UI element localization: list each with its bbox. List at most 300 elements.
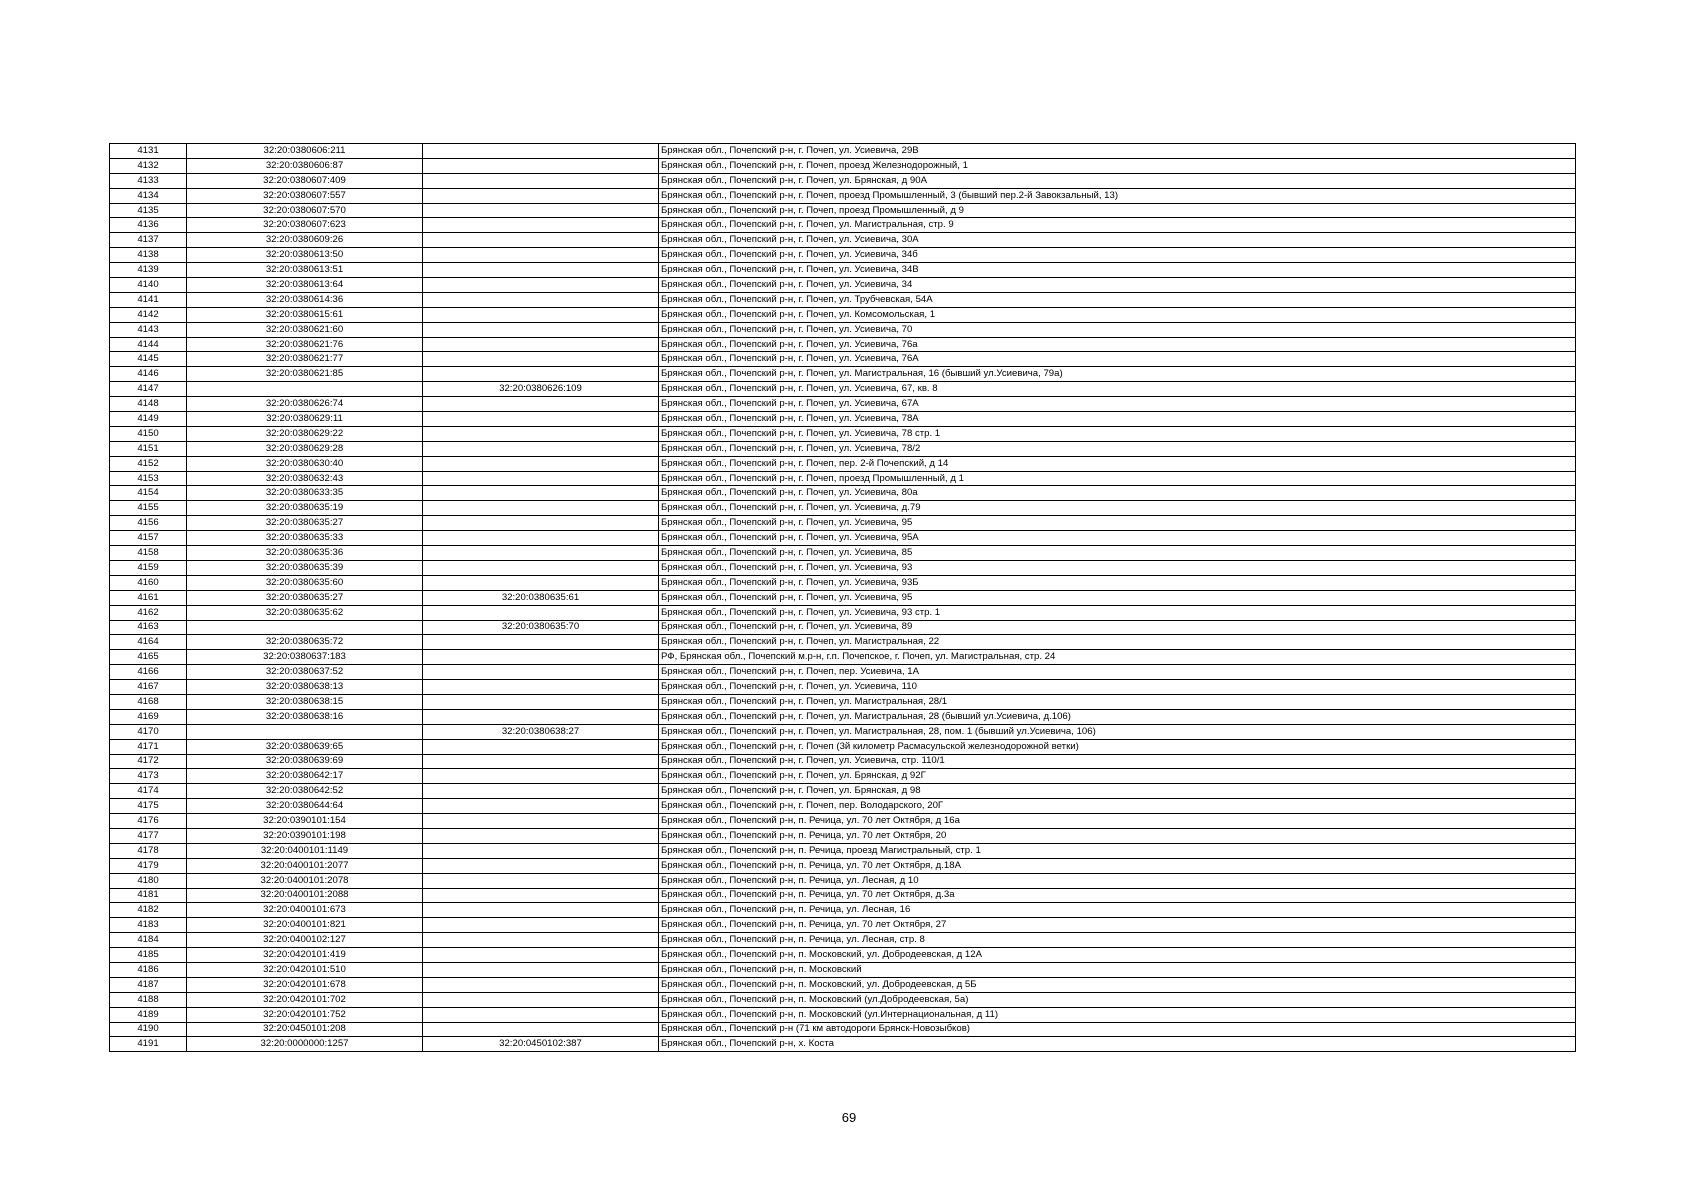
secondary-cadastral-number-cell bbox=[423, 412, 659, 427]
row-number-cell: 4171 bbox=[110, 739, 187, 754]
address-cell: Брянская обл., Почепский р-н, г. Почеп, ул. Усиевича, 110 bbox=[659, 680, 1576, 695]
address-cell: Брянская обл., Почепский р-н, п. Московский, ул. Добродеевская, д 12А bbox=[659, 948, 1576, 963]
table-row bbox=[110, 337, 1576, 352]
address-cell: Брянская обл., Почепский р-н, г. Почеп, ул. Усиевича, 34б bbox=[659, 248, 1576, 263]
secondary-cadastral-number-cell bbox=[423, 486, 659, 501]
address-cell: Брянская обл., Почепский р-н, г. Почеп, ул. Усиевича, 95 bbox=[659, 590, 1576, 605]
table-row bbox=[110, 501, 1576, 516]
table-row bbox=[110, 397, 1576, 412]
row-number-cell: 4133 bbox=[110, 173, 187, 188]
row-number-cell: 4155 bbox=[110, 501, 187, 516]
address-cell: Брянская обл., Почепский р-н, п. Речица, ул. 70 лет Октября, д.3а bbox=[659, 888, 1576, 903]
address-cell: Брянская обл., Почепский р-н, п. Московский (ул.Интернациональная, д 11) bbox=[659, 1007, 1576, 1022]
secondary-cadastral-number-cell bbox=[423, 352, 659, 367]
secondary-cadastral-number-cell bbox=[423, 144, 659, 159]
secondary-cadastral-number-cell bbox=[423, 1022, 659, 1037]
table-row bbox=[110, 650, 1576, 665]
cadastral-number-cell: 32:20:0380621:85 bbox=[187, 367, 423, 382]
table-row bbox=[110, 858, 1576, 873]
address-cell: Брянская обл., Почепский р-н, г. Почеп, ул. Брянская, д 98 bbox=[659, 784, 1576, 799]
cadastral-number-cell bbox=[187, 724, 423, 739]
registry-table-body bbox=[110, 144, 1576, 1052]
table-row bbox=[110, 754, 1576, 769]
secondary-cadastral-number-cell bbox=[423, 471, 659, 486]
cadastral-number-cell: 32:20:0380621:76 bbox=[187, 337, 423, 352]
address-cell: Брянская обл., Почепский р-н, г. Почеп, проезд Промышленный, д 9 bbox=[659, 203, 1576, 218]
table-row bbox=[110, 903, 1576, 918]
secondary-cadastral-number-cell bbox=[423, 828, 659, 843]
cadastral-number-cell: 32:20:0380635:62 bbox=[187, 605, 423, 620]
cadastral-number-cell: 32:20:0380635:39 bbox=[187, 560, 423, 575]
table-row bbox=[110, 531, 1576, 546]
address-cell: Брянская обл., Почепский р-н, г. Почеп, ул. Магистральная, стр. 9 bbox=[659, 218, 1576, 233]
row-number-cell: 4180 bbox=[110, 873, 187, 888]
row-number-cell: 4154 bbox=[110, 486, 187, 501]
cadastral-number-cell: 32:20:0400102:127 bbox=[187, 933, 423, 948]
row-number-cell: 4184 bbox=[110, 933, 187, 948]
cadastral-number-cell: 32:20:0380609:26 bbox=[187, 233, 423, 248]
table-row bbox=[110, 739, 1576, 754]
secondary-cadastral-number-cell bbox=[423, 665, 659, 680]
secondary-cadastral-number-cell bbox=[423, 680, 659, 695]
row-number-cell: 4167 bbox=[110, 680, 187, 695]
row-number-cell: 4152 bbox=[110, 456, 187, 471]
cadastral-number-cell: 32:20:0380642:52 bbox=[187, 784, 423, 799]
row-number-cell: 4156 bbox=[110, 516, 187, 531]
cadastral-number-cell: 32:20:0380607:570 bbox=[187, 203, 423, 218]
row-number-cell: 4164 bbox=[110, 635, 187, 650]
cadastral-number-cell: 32:20:0380635:72 bbox=[187, 635, 423, 650]
table-row bbox=[110, 962, 1576, 977]
secondary-cadastral-number-cell bbox=[423, 501, 659, 516]
row-number-cell: 4140 bbox=[110, 278, 187, 293]
cadastral-number-cell: 32:20:0380637:183 bbox=[187, 650, 423, 665]
secondary-cadastral-number-cell bbox=[423, 739, 659, 754]
row-number-cell: 4181 bbox=[110, 888, 187, 903]
address-cell: Брянская обл., Почепский р-н, п. Московский, ул. Добродеевская, д 5Б bbox=[659, 977, 1576, 992]
cadastral-number-cell: 32:20:0380639:69 bbox=[187, 754, 423, 769]
secondary-cadastral-number-cell bbox=[423, 918, 659, 933]
secondary-cadastral-number-cell bbox=[423, 709, 659, 724]
address-cell: Брянская обл., Почепский р-н (71 км автодороги Брянск-Новозыбков) bbox=[659, 1022, 1576, 1037]
address-cell: Брянская обл., Почепский р-н, г. Почеп, ул. Усиевича, 95А bbox=[659, 531, 1576, 546]
table-row bbox=[110, 516, 1576, 531]
row-number-cell: 4174 bbox=[110, 784, 187, 799]
row-number-cell: 4175 bbox=[110, 799, 187, 814]
secondary-cadastral-number-cell bbox=[423, 799, 659, 814]
cadastral-number-cell: 32:20:0380626:74 bbox=[187, 397, 423, 412]
address-cell: Брянская обл., Почепский р-н, г. Почеп, ул. Усиевича, 70 bbox=[659, 322, 1576, 337]
row-number-cell: 4138 bbox=[110, 248, 187, 263]
secondary-cadastral-number-cell bbox=[423, 307, 659, 322]
row-number-cell: 4147 bbox=[110, 382, 187, 397]
table-row bbox=[110, 590, 1576, 605]
address-cell: Брянская обл., Почепский р-н, г. Почеп, ул. Усиевича, стр. 110/1 bbox=[659, 754, 1576, 769]
table-row bbox=[110, 724, 1576, 739]
table-row bbox=[110, 307, 1576, 322]
secondary-cadastral-number-cell bbox=[423, 858, 659, 873]
address-cell: Брянская обл., Почепский р-н, г. Почеп (3й километр Расмасульской железнодорожной ветки) bbox=[659, 739, 1576, 754]
row-number-cell: 4186 bbox=[110, 962, 187, 977]
row-number-cell: 4135 bbox=[110, 203, 187, 218]
page-number: 69 bbox=[841, 1110, 857, 1125]
secondary-cadastral-number-cell bbox=[423, 426, 659, 441]
secondary-cadastral-number-cell bbox=[423, 248, 659, 263]
table-row bbox=[110, 1022, 1576, 1037]
address-cell: Брянская обл., Почепский р-н, п. Речица, ул. Лесная, 16 bbox=[659, 903, 1576, 918]
secondary-cadastral-number-cell bbox=[423, 441, 659, 456]
table-row bbox=[110, 367, 1576, 382]
cadastral-number-cell: 32:20:0380621:77 bbox=[187, 352, 423, 367]
secondary-cadastral-number-cell bbox=[423, 903, 659, 918]
address-cell: Брянская обл., Почепский р-н, г. Почеп, ул. Усиевича, 93 bbox=[659, 560, 1576, 575]
address-cell: Брянская обл., Почепский р-н, г. Почеп, ул. Магистральная, 28, пом. 1 (бывший ул.Усиевича, 106) bbox=[659, 724, 1576, 739]
cadastral-number-cell: 32:20:0380635:33 bbox=[187, 531, 423, 546]
cadastral-number-cell: 32:20:0400101:1149 bbox=[187, 843, 423, 858]
secondary-cadastral-number-cell bbox=[423, 278, 659, 293]
cadastral-number-cell: 32:20:0380629:28 bbox=[187, 441, 423, 456]
cadastral-number-cell: 32:20:0380606:211 bbox=[187, 144, 423, 159]
row-number-cell: 4148 bbox=[110, 397, 187, 412]
address-cell: Брянская обл., Почепский р-н, г. Почеп, ул. Усиевича, 34 bbox=[659, 278, 1576, 293]
table-row bbox=[110, 218, 1576, 233]
cadastral-number-cell: 32:20:0380638:15 bbox=[187, 694, 423, 709]
secondary-cadastral-number-cell bbox=[423, 843, 659, 858]
address-cell: Брянская обл., Почепский р-н, г. Почеп, ул. Брянская, д 90А bbox=[659, 173, 1576, 188]
address-cell: Брянская обл., Почепский р-н, п. Речица, ул. 70 лет Октября, д.18А bbox=[659, 858, 1576, 873]
cadastral-number-cell: 32:20:0390101:154 bbox=[187, 814, 423, 829]
secondary-cadastral-number-cell bbox=[423, 575, 659, 590]
address-cell: Брянская обл., Почепский р-н, г. Почеп, ул. Усиевича, 76а bbox=[659, 337, 1576, 352]
row-number-cell: 4153 bbox=[110, 471, 187, 486]
address-cell: Брянская обл., Почепский р-н, г. Почеп, ул. Усиевича, 78А bbox=[659, 412, 1576, 427]
secondary-cadastral-number-cell bbox=[423, 784, 659, 799]
cadastral-number-cell: 32:20:0380614:36 bbox=[187, 292, 423, 307]
address-cell: Брянская обл., Почепский р-н, г. Почеп, ул. Усиевича, 34В bbox=[659, 263, 1576, 278]
row-number-cell: 4169 bbox=[110, 709, 187, 724]
cadastral-number-cell: 32:20:0400101:821 bbox=[187, 918, 423, 933]
cadastral-number-cell: 32:20:0380632:43 bbox=[187, 471, 423, 486]
table-row bbox=[110, 992, 1576, 1007]
cadastral-number-cell: 32:20:0380638:13 bbox=[187, 680, 423, 695]
row-number-cell: 4166 bbox=[110, 665, 187, 680]
secondary-cadastral-number-cell bbox=[423, 546, 659, 561]
secondary-cadastral-number-cell bbox=[423, 233, 659, 248]
row-number-cell: 4173 bbox=[110, 769, 187, 784]
address-cell: Брянская обл., Почепский р-н, г. Почеп, ул. Магистральная, 28 (бывший ул.Усиевича, д.106) bbox=[659, 709, 1576, 724]
address-cell: Брянская обл., Почепский р-н, п. Речица, ул. 70 лет Октября, д 16а bbox=[659, 814, 1576, 829]
address-cell: Брянская обл., Почепский р-н, г. Почеп, ул. Усиевича, 67А bbox=[659, 397, 1576, 412]
address-cell: РФ, Брянская обл., Почепский м.р-н, г.п. Почепское, г. Почеп, ул. Магистральная, стр. 24 bbox=[659, 650, 1576, 665]
secondary-cadastral-number-cell bbox=[423, 531, 659, 546]
cadastral-number-cell: 32:20:0380639:65 bbox=[187, 739, 423, 754]
row-number-cell: 4132 bbox=[110, 158, 187, 173]
cadastral-number-cell: 32:20:0380637:52 bbox=[187, 665, 423, 680]
address-cell: Брянская обл., Почепский р-н, г. Почеп, ул. Усиевича, 93Б bbox=[659, 575, 1576, 590]
row-number-cell: 4142 bbox=[110, 307, 187, 322]
row-number-cell: 4150 bbox=[110, 426, 187, 441]
cadastral-number-cell: 32:20:0420101:678 bbox=[187, 977, 423, 992]
secondary-cadastral-number-cell bbox=[423, 263, 659, 278]
table-row bbox=[110, 456, 1576, 471]
cadastral-number-cell: 32:20:0400101:2088 bbox=[187, 888, 423, 903]
cadastral-number-cell: 32:20:0380633:35 bbox=[187, 486, 423, 501]
secondary-cadastral-number-cell: 32:20:0380626:109 bbox=[423, 382, 659, 397]
table-row bbox=[110, 144, 1576, 159]
table-row bbox=[110, 248, 1576, 263]
table-row bbox=[110, 188, 1576, 203]
row-number-cell: 4185 bbox=[110, 948, 187, 963]
row-number-cell: 4151 bbox=[110, 441, 187, 456]
cadastral-number-cell: 32:20:0380635:60 bbox=[187, 575, 423, 590]
row-number-cell: 4162 bbox=[110, 605, 187, 620]
secondary-cadastral-number-cell bbox=[423, 188, 659, 203]
table-row bbox=[110, 948, 1576, 963]
address-cell: Брянская обл., Почепский р-н, х. Коста bbox=[659, 1037, 1576, 1052]
address-cell: Брянская обл., Почепский р-н, г. Почеп, ул. Усиевича, 80а bbox=[659, 486, 1576, 501]
table-row bbox=[110, 933, 1576, 948]
row-number-cell: 4189 bbox=[110, 1007, 187, 1022]
address-cell: Брянская обл., Почепский р-н, п. Московский (ул.Добродеевская, 5а) bbox=[659, 992, 1576, 1007]
cadastral-number-cell: 32:20:0400101:2077 bbox=[187, 858, 423, 873]
table-row bbox=[110, 828, 1576, 843]
table-row bbox=[110, 605, 1576, 620]
secondary-cadastral-number-cell bbox=[423, 650, 659, 665]
cadastral-number-cell: 32:20:0400101:2078 bbox=[187, 873, 423, 888]
row-number-cell: 4191 bbox=[110, 1037, 187, 1052]
secondary-cadastral-number-cell bbox=[423, 977, 659, 992]
row-number-cell: 4163 bbox=[110, 620, 187, 635]
row-number-cell: 4177 bbox=[110, 828, 187, 843]
cadastral-number-cell: 32:20:0380644:64 bbox=[187, 799, 423, 814]
cadastral-number-cell: 32:20:0380607:557 bbox=[187, 188, 423, 203]
cadastral-number-cell: 32:20:0380615:61 bbox=[187, 307, 423, 322]
table-row bbox=[110, 426, 1576, 441]
secondary-cadastral-number-cell bbox=[423, 769, 659, 784]
row-number-cell: 4146 bbox=[110, 367, 187, 382]
table-row bbox=[110, 784, 1576, 799]
address-cell: Брянская обл., Почепский р-н, г. Почеп, ул. Усиевича, 95 bbox=[659, 516, 1576, 531]
table-row bbox=[110, 382, 1576, 397]
table-row bbox=[110, 799, 1576, 814]
secondary-cadastral-number-cell bbox=[423, 173, 659, 188]
row-number-cell: 4143 bbox=[110, 322, 187, 337]
table-row bbox=[110, 635, 1576, 650]
address-cell: Брянская обл., Почепский р-н, г. Почеп, ул. Усиевича, д.79 bbox=[659, 501, 1576, 516]
row-number-cell: 4139 bbox=[110, 263, 187, 278]
address-cell: Брянская обл., Почепский р-н, п. Речица, проезд Магистральный, стр. 1 bbox=[659, 843, 1576, 858]
table-row bbox=[110, 158, 1576, 173]
address-cell: Брянская обл., Почепский р-н, г. Почеп, ул. Комсомольская, 1 bbox=[659, 307, 1576, 322]
table-row bbox=[110, 173, 1576, 188]
secondary-cadastral-number-cell: 32:20:0380635:70 bbox=[423, 620, 659, 635]
row-number-cell: 4188 bbox=[110, 992, 187, 1007]
cadastral-number-cell: 32:20:0380613:64 bbox=[187, 278, 423, 293]
table-row bbox=[110, 977, 1576, 992]
secondary-cadastral-number-cell bbox=[423, 218, 659, 233]
secondary-cadastral-number-cell bbox=[423, 873, 659, 888]
cadastral-number-cell: 32:20:0380613:50 bbox=[187, 248, 423, 263]
table-row bbox=[110, 292, 1576, 307]
row-number-cell: 4176 bbox=[110, 814, 187, 829]
table-row bbox=[110, 873, 1576, 888]
secondary-cadastral-number-cell bbox=[423, 888, 659, 903]
table-row bbox=[110, 1037, 1576, 1052]
secondary-cadastral-number-cell bbox=[423, 397, 659, 412]
secondary-cadastral-number-cell bbox=[423, 158, 659, 173]
cadastral-number-cell: 32:20:0390101:198 bbox=[187, 828, 423, 843]
row-number-cell: 4145 bbox=[110, 352, 187, 367]
address-cell: Брянская обл., Почепский р-н, г. Почеп, пер. Володарского, 20Г bbox=[659, 799, 1576, 814]
address-cell: Брянская обл., Почепский р-н, п. Речица, ул. 70 лет Октября, 27 bbox=[659, 918, 1576, 933]
row-number-cell: 4159 bbox=[110, 560, 187, 575]
secondary-cadastral-number-cell bbox=[423, 992, 659, 1007]
row-number-cell: 4168 bbox=[110, 694, 187, 709]
address-cell: Брянская обл., Почепский р-н, г. Почеп, ул. Усиевича, 29В bbox=[659, 144, 1576, 159]
table-row bbox=[110, 560, 1576, 575]
cadastral-number-cell: 32:20:0380607:409 bbox=[187, 173, 423, 188]
table-row bbox=[110, 486, 1576, 501]
secondary-cadastral-number-cell bbox=[423, 635, 659, 650]
cadastral-number-cell: 32:20:0000000:1257 bbox=[187, 1037, 423, 1052]
cadastral-number-cell: 32:20:0380642:17 bbox=[187, 769, 423, 784]
secondary-cadastral-number-cell bbox=[423, 933, 659, 948]
table-row bbox=[110, 814, 1576, 829]
secondary-cadastral-number-cell: 32:20:0450102:387 bbox=[423, 1037, 659, 1052]
table-row bbox=[110, 441, 1576, 456]
row-number-cell: 4158 bbox=[110, 546, 187, 561]
row-number-cell: 4161 bbox=[110, 590, 187, 605]
cadastral-number-cell: 32:20:0420101:752 bbox=[187, 1007, 423, 1022]
cadastral-number-cell: 32:20:0380606:87 bbox=[187, 158, 423, 173]
row-number-cell: 4179 bbox=[110, 858, 187, 873]
table-row bbox=[110, 575, 1576, 590]
row-number-cell: 4178 bbox=[110, 843, 187, 858]
cadastral-number-cell: 32:20:0380629:22 bbox=[187, 426, 423, 441]
row-number-cell: 4134 bbox=[110, 188, 187, 203]
secondary-cadastral-number-cell bbox=[423, 516, 659, 531]
secondary-cadastral-number-cell bbox=[423, 962, 659, 977]
address-cell: Брянская обл., Почепский р-н, г. Почеп, ул. Усиевича, 67, кв. 8 bbox=[659, 382, 1576, 397]
table-row bbox=[110, 546, 1576, 561]
cadastral-number-cell: 32:20:0380621:60 bbox=[187, 322, 423, 337]
table-row bbox=[110, 1007, 1576, 1022]
table-row bbox=[110, 680, 1576, 695]
address-cell: Брянская обл., Почепский р-н, п. Московский bbox=[659, 962, 1576, 977]
cadastral-number-cell: 32:20:0420101:702 bbox=[187, 992, 423, 1007]
cadastral-number-cell: 32:20:0380613:51 bbox=[187, 263, 423, 278]
row-number-cell: 4165 bbox=[110, 650, 187, 665]
address-cell: Брянская обл., Почепский р-н, п. Речица, ул. Лесная, стр. 8 bbox=[659, 933, 1576, 948]
table-row bbox=[110, 709, 1576, 724]
secondary-cadastral-number-cell bbox=[423, 337, 659, 352]
cadastral-number-cell: 32:20:0380638:16 bbox=[187, 709, 423, 724]
address-cell: Брянская обл., Почепский р-н, г. Почеп, ул. Усиевича, 93 стр. 1 bbox=[659, 605, 1576, 620]
address-cell: Брянская обл., Почепский р-н, п. Речица, ул. Лесная, д 10 bbox=[659, 873, 1576, 888]
address-cell: Брянская обл., Почепский р-н, г. Почеп, ул. Магистральная, 22 bbox=[659, 635, 1576, 650]
address-cell: Брянская обл., Почепский р-н, г. Почеп, ул. Усиевича, 89 bbox=[659, 620, 1576, 635]
address-cell: Брянская обл., Почепский р-н, г. Почеп, пер. Усиевича, 1А bbox=[659, 665, 1576, 680]
row-number-cell: 4183 bbox=[110, 918, 187, 933]
address-cell: Брянская обл., Почепский р-н, г. Почеп, ул. Усиевича, 78 стр. 1 bbox=[659, 426, 1576, 441]
row-number-cell: 4172 bbox=[110, 754, 187, 769]
row-number-cell: 4137 bbox=[110, 233, 187, 248]
table-row bbox=[110, 322, 1576, 337]
address-cell: Брянская обл., Почепский р-н, п. Речица, ул. 70 лет Октября, 20 bbox=[659, 828, 1576, 843]
cadastral-number-cell: 32:20:0420101:419 bbox=[187, 948, 423, 963]
secondary-cadastral-number-cell bbox=[423, 367, 659, 382]
cadastral-number-cell: 32:20:0380635:19 bbox=[187, 501, 423, 516]
table-row bbox=[110, 694, 1576, 709]
table-row bbox=[110, 918, 1576, 933]
address-cell: Брянская обл., Почепский р-н, г. Почеп, пер. 2-й Почепский, д 14 bbox=[659, 456, 1576, 471]
secondary-cadastral-number-cell bbox=[423, 322, 659, 337]
cadastral-number-cell: 32:20:0380635:27 bbox=[187, 516, 423, 531]
secondary-cadastral-number-cell: 32:20:0380635:61 bbox=[423, 590, 659, 605]
row-number-cell: 4144 bbox=[110, 337, 187, 352]
address-cell: Брянская обл., Почепский р-н, г. Почеп, ул. Усиевича, 30А bbox=[659, 233, 1576, 248]
table-row bbox=[110, 620, 1576, 635]
secondary-cadastral-number-cell bbox=[423, 754, 659, 769]
table-row bbox=[110, 412, 1576, 427]
address-cell: Брянская обл., Почепский р-н, г. Почеп, ул. Магистральная, 16 (бывший ул.Усиевича, 79а) bbox=[659, 367, 1576, 382]
table-row bbox=[110, 278, 1576, 293]
row-number-cell: 4131 bbox=[110, 144, 187, 159]
row-number-cell: 4182 bbox=[110, 903, 187, 918]
table-row bbox=[110, 843, 1576, 858]
cadastral-number-cell: 32:20:0380629:11 bbox=[187, 412, 423, 427]
row-number-cell: 4149 bbox=[110, 412, 187, 427]
secondary-cadastral-number-cell: 32:20:0380638:27 bbox=[423, 724, 659, 739]
address-cell: Брянская обл., Почепский р-н, г. Почеп, ул. Усиевича, 78/2 bbox=[659, 441, 1576, 456]
cadastral-number-cell: 32:20:0380635:36 bbox=[187, 546, 423, 561]
secondary-cadastral-number-cell bbox=[423, 814, 659, 829]
row-number-cell: 4141 bbox=[110, 292, 187, 307]
table-row bbox=[110, 888, 1576, 903]
cadastral-number-cell bbox=[187, 620, 423, 635]
secondary-cadastral-number-cell bbox=[423, 456, 659, 471]
row-number-cell: 4190 bbox=[110, 1022, 187, 1037]
address-cell: Брянская обл., Почепский р-н, г. Почеп, проезд Промышленный, д 1 bbox=[659, 471, 1576, 486]
cadastral-number-cell: 32:20:0400101:673 bbox=[187, 903, 423, 918]
cadastral-number-cell: 32:20:0420101:510 bbox=[187, 962, 423, 977]
table-row bbox=[110, 471, 1576, 486]
secondary-cadastral-number-cell bbox=[423, 560, 659, 575]
table-row bbox=[110, 233, 1576, 248]
cadastral-number-cell: 32:20:0380635:27 bbox=[187, 590, 423, 605]
secondary-cadastral-number-cell bbox=[423, 292, 659, 307]
table-row bbox=[110, 665, 1576, 680]
secondary-cadastral-number-cell bbox=[423, 605, 659, 620]
address-cell: Брянская обл., Почепский р-н, г. Почеп, ул. Магистральная, 28/1 bbox=[659, 694, 1576, 709]
table-row bbox=[110, 769, 1576, 784]
secondary-cadastral-number-cell bbox=[423, 1007, 659, 1022]
address-cell: Брянская обл., Почепский р-н, г. Почеп, ул. Брянская, д 92Г bbox=[659, 769, 1576, 784]
row-number-cell: 4157 bbox=[110, 531, 187, 546]
cadastral-number-cell: 32:20:0450101:208 bbox=[187, 1022, 423, 1037]
row-number-cell: 4160 bbox=[110, 575, 187, 590]
address-cell: Брянская обл., Почепский р-н, г. Почеп, проезд Железнодорожный, 1 bbox=[659, 158, 1576, 173]
table-row bbox=[110, 263, 1576, 278]
cadastral-number-cell: 32:20:0380630:40 bbox=[187, 456, 423, 471]
secondary-cadastral-number-cell bbox=[423, 948, 659, 963]
row-number-cell: 4136 bbox=[110, 218, 187, 233]
row-number-cell: 4170 bbox=[110, 724, 187, 739]
address-cell: Брянская обл., Почепский р-н, г. Почеп, ул. Усиевича, 85 bbox=[659, 546, 1576, 561]
secondary-cadastral-number-cell bbox=[423, 694, 659, 709]
cadastral-number-cell: 32:20:0380607:623 bbox=[187, 218, 423, 233]
address-cell: Брянская обл., Почепский р-н, г. Почеп, проезд Промышленный, 3 (бывший пер.2-й Завокзальный, 13) bbox=[659, 188, 1576, 203]
